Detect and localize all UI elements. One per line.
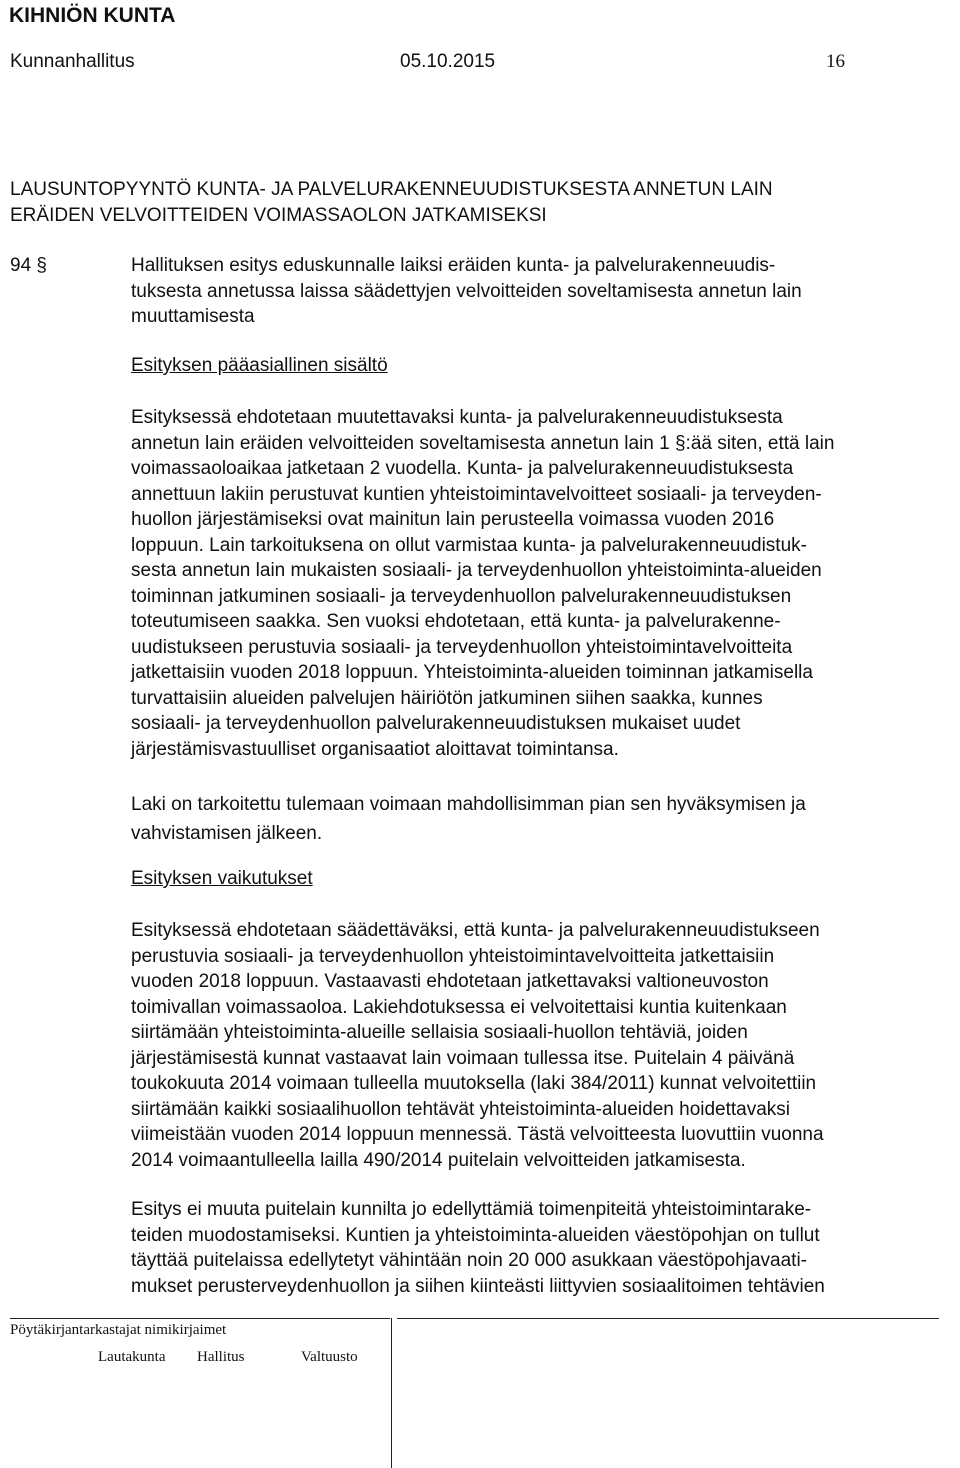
text-line: teiden muodostamiseksi. Kuntien ja yhteistoiminta-alueiden väestöpohjan on tullut [131, 1224, 820, 1246]
topic-line: LAUSUNTOPYYNTÖ KUNTA- JA PALVELURAKENNEUUDISTUKSESTA ANNETUN LAIN [10, 179, 773, 200]
text-line: perustuvia sosiaali- ja terveydenhuollon yhteistoimintavelvoitteita jatkettaisiin [131, 945, 775, 967]
signature-label-board: Lautakunta [98, 1349, 166, 1365]
section-title-line: tuksesta annetussa laissa säädettyjen velvoitteiden soveltamisesta annetun lain [131, 280, 802, 302]
municipality-name: KIHNIÖN KUNTA [9, 4, 176, 27]
text-line: toiminnan jatkuminen sosiaali- ja terveydenhuollon palvelurakenneuudistuksen [131, 585, 792, 607]
text-line: loppuun. Lain tarkoituksena on ollut varmistaa kunta- ja palvelurakenneuudistuk- [131, 534, 807, 556]
text-line: Esityksessä ehdotetaan säädettäväksi, että kunta- ja palvelurakenneuudistukseen [131, 920, 820, 941]
section-title [131, 253, 943, 330]
signature-divider [391, 1318, 392, 1468]
section-title-line: Hallituksen esitys eduskunnalle laiksi eräiden kunta- ja palvelurakenneuudis- [131, 255, 776, 276]
text-line: sesta annetun lain mukaisten sosiaali- ja terveydenhuollon yhteistoiminta-alueiden [131, 560, 822, 581]
signature-box-title: Pöytäkirjantarkastajat nimikirjaimet [10, 1322, 227, 1338]
heading-main-content: Esityksen pääasiallinen sisältö [131, 355, 388, 376]
text-line: annettuun lakiin perustuvat kuntien yhteistoimintavelvoitteet sosiaali- ja terveyden- [131, 483, 822, 505]
section-title-line: muuttamisesta [131, 306, 255, 327]
text-line: annetun lain eräiden velvoitteiden soveltamisesta annetun lain 1 §:ää siten, että lain [131, 432, 835, 454]
text-line: 2014 voimaantulleella lailla 490/2014 puitelain velvoitteiden jatkamisesta. [131, 1149, 746, 1171]
text-line: siirtämään kaikki sosiaalihuollon tehtävät yhteistoiminta-alueiden hoidettavaksi [131, 1098, 791, 1120]
text-line: täyttää puitelaissa edellytetyt vähintään noin 20 000 asukkaan väestöpohjavaati- [131, 1250, 808, 1271]
signature-label-government: Hallitus [197, 1349, 245, 1365]
signature-label-council: Valtuusto [301, 1349, 358, 1365]
text-line: järjestämisestä kunnat vastaavat lain voimaan tullessa itse. Puitelain 4 päivänä [131, 1047, 795, 1069]
text-line: jatkettaisiin vuoden 2018 loppuun. Yhteistoiminta-alueiden toiminnan jatkamisella [131, 662, 813, 683]
page-number: 16 [826, 51, 845, 72]
paragraph-main-content [131, 405, 949, 762]
text-line: voimassaoloaikaa jatketaan 2 vuodella. Kunta- ja palvelurakenneuudistuksesta [131, 458, 794, 479]
topic-heading [10, 177, 940, 229]
text-line: sosiaali- ja terveydenhuollon palvelurakenneuudistuksen mukaiset uudet [131, 713, 741, 734]
text-line: toukokuuta 2014 voimaan tulleella muutoksella (laki 384/2011) kunnat velvoitettiin [131, 1073, 817, 1094]
paragraph-entry-into-force [131, 790, 949, 848]
paragraph-effects [131, 918, 949, 1173]
text-line: siirtämään yhteistoiminta-alueille sellaisia sosiaali-huollon tehtäviä, joiden [131, 1022, 748, 1043]
text-line: järjestämisvastuulliset organisaatiot aloittavat toimintansa. [131, 738, 619, 760]
text-line: turvattaisiin alueiden palvelujen häiriötön jatkuminen siihen saakka, kunnes [131, 687, 763, 709]
text-line: Laki on tarkoitettu tulemaan voimaan mahdollisimman pian sen hyväksymisen ja [131, 794, 806, 815]
paragraph-framework-act [131, 1197, 949, 1299]
signature-rule-right [397, 1318, 939, 1319]
text-line: Esitys ei muuta puitelain kunnilta jo edellyttämiä toimenpiteitä yhteistoimintarake- [131, 1199, 812, 1220]
text-line: uudistukseen perustuvia sosiaali- ja terveydenhuollon yhteistoimintavelvoitteita [131, 636, 793, 658]
text-line: Esityksessä ehdotetaan muutettavaksi kunta- ja palvelurakenneuudistuksesta [131, 407, 783, 428]
signature-rule-left [10, 1318, 390, 1319]
text-line: viimeistään vuoden 2014 loppuun mennessä. Tästä velvoitteesta luovuttiin vuonna [131, 1124, 824, 1145]
topic-line: ERÄIDEN VELVOITTEIDEN VOIMASSAOLON JATKAMISEKSI [10, 205, 547, 226]
text-line: vahvistamisen jälkeen. [131, 823, 323, 844]
text-line: toimivallan voimassaoloa. Lakiehdotuksessa ei velvoitettaisi kuntia kuitenkaan [131, 996, 787, 1018]
text-line: vuoden 2018 loppuun. Vastaavasti ehdotetaan jatkettavaksi valtioneuvoston [131, 971, 769, 992]
section-number: 94 § [10, 255, 47, 276]
heading-effects: Esityksen vaikutukset [131, 868, 313, 889]
text-line: huollon järjestämiseksi ovat mainitun lain perusteella voimassa vuoden 2016 [131, 509, 775, 530]
text-line: mukset perusterveydenhuollon ja siihen kiinteästi liittyvien sosiaalitoimen tehtävien [131, 1275, 825, 1297]
meeting-date: 05.10.2015 [400, 51, 496, 72]
text-line: toteutumiseen saakka. Sen vuoksi ehdotetaan, että kunta- ja palvelurakenne- [131, 611, 781, 632]
meeting-body: Kunnanhallitus [10, 51, 135, 72]
